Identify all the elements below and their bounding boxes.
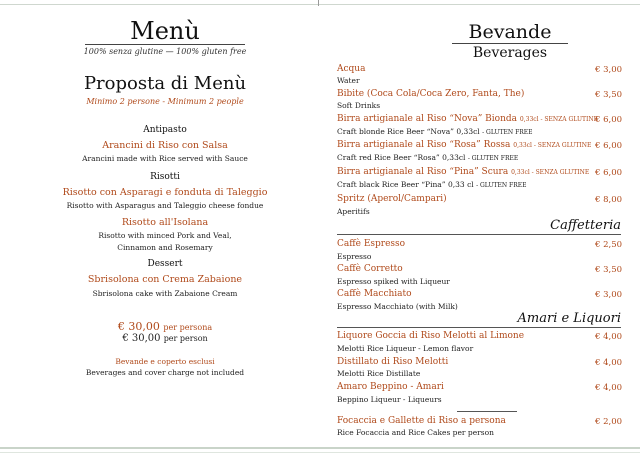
drink-rosa-it-name: Birra artigianale al Riso “Rosa” Rossa	[337, 140, 511, 150]
drink-bibite-en: Soft Drinks	[337, 101, 381, 110]
dish-sbrisolona-it: Sbrisolona con Crema Zabaione	[87, 274, 243, 285]
dish-sbrisolona-en: Sbrisolona cake with Zabaione Cream	[92, 289, 238, 298]
drink-rosa-en	[337, 153, 597, 162]
focaccia-divider	[457, 411, 517, 412]
menu-price-it	[40, 320, 290, 333]
drink-nova-en	[337, 127, 597, 136]
dish-risotto-asparagi-it: Risotto con Asparagi e fonduta di Taleggio	[62, 187, 268, 198]
drink-nova-it-size: 0,33cl - SENZA GLUTINE	[519, 116, 599, 123]
section-dessert: Dessert	[147, 259, 183, 269]
title-underline	[85, 44, 245, 45]
caffetteria-rule	[337, 234, 621, 235]
menu-title: Menù	[130, 17, 200, 45]
menu-price-it-value: € 30,00	[117, 320, 160, 333]
section-antipasto: Antipasto	[143, 125, 187, 135]
excluded-note-en: Beverages and cover charge not included	[85, 368, 245, 377]
drink-nova-en-name: Craft blonde Rice Beer “Nova” 0,33cl	[337, 127, 480, 136]
drink-rosa-en-gf: - GLUTEN FREE	[467, 155, 519, 162]
drink-nova-it-name: Birra artigianale al Riso “Nova” Bionda	[337, 114, 518, 124]
drink-pina-en	[337, 180, 597, 189]
proposta-title: Proposta di Menù	[83, 73, 247, 94]
liquor-distillato-price: € 4,00	[595, 358, 623, 368]
liquor-distillato-it: Distillato di Riso Melotti	[337, 357, 449, 367]
coffee-macchiato-price: € 3,00	[595, 290, 623, 300]
caffetteria-title: Caffetteria	[550, 218, 621, 233]
coffee-espresso-price: € 2,50	[595, 240, 623, 250]
dish-risotto-asparagi-en: Risotto with Asparagus and Taleggio cheese fondue	[66, 201, 264, 210]
menu-price-en-value: € 30,00	[122, 333, 161, 344]
drink-nova-price: € 6,00	[595, 115, 623, 125]
drink-acqua-en: Water	[337, 76, 360, 85]
dish-risotto-isolana-en-1: Risotto with minced Pork and Veal,	[98, 231, 232, 240]
amari-title: Amari e Liquori	[517, 311, 621, 326]
liquor-goccia-it: Liquore Goccia di Riso Melotti al Limone	[337, 331, 525, 341]
coffee-corretto-en: Espresso spiked with Liqueur	[337, 277, 450, 286]
drink-pina-en-gf: - GLUTEN FREE	[476, 182, 527, 189]
amari-rule	[337, 327, 621, 328]
focaccia-price: € 2,00	[595, 417, 623, 427]
drink-pina-it	[337, 167, 597, 177]
drink-rosa-it-size: 0,33cl - SENZA GLUTINE	[513, 142, 592, 149]
drink-rosa-price: € 6,00	[595, 141, 623, 151]
drink-pina-it-name: Birra artigianale al Riso “Pina” Scura	[337, 167, 509, 177]
drink-spritz-it: Spritz (Aperol/Campari)	[337, 194, 447, 204]
gluten-free-subtitle: 100% senza glutine — 100% gluten free	[83, 47, 247, 56]
bottom-border	[0, 447, 640, 449]
dish-arancini-en: Arancini made with Rice served with Sauce	[82, 154, 248, 163]
menu-price-en	[40, 333, 290, 344]
liquor-beppino-en: Beppino Liqueur - Liqueurs	[337, 395, 442, 404]
coffee-corretto-price: € 3,50	[595, 265, 623, 275]
menu-price-en-suffix: per person	[163, 334, 208, 343]
beverages-subtitle: Beverages	[472, 45, 548, 61]
drink-bibite-it: Bibite (Coca Cola/Coca Zero, Fanta, The)	[337, 89, 525, 99]
drink-pina-it-size: 0,33cl - SENZA GLUTINE	[511, 169, 590, 176]
excluded-note-it: Bevande e coperto esclusi	[115, 357, 215, 366]
drink-acqua-it: Acqua	[337, 64, 366, 74]
liquor-goccia-en: Melotti Rice Liqueur - Lemon flavor	[337, 344, 474, 353]
coffee-macchiato-en: Espresso Macchiato (with Milk)	[337, 302, 458, 311]
dish-arancini-it: Arancini di Riso con Salsa	[102, 140, 228, 151]
liquor-goccia-price: € 4,00	[595, 332, 623, 342]
coffee-macchiato-it: Caffè Macchiato	[337, 289, 412, 299]
dish-risotto-isolana-en-2: Cinnamon and Rosemary	[117, 243, 213, 252]
beverages-underline	[452, 43, 568, 44]
beverages-column	[320, 0, 640, 453]
coffee-corretto-it: Caffè Corretto	[337, 264, 403, 274]
drink-acqua-price: € 3,00	[595, 65, 623, 75]
drink-rosa-it	[337, 140, 597, 150]
drink-bibite-price: € 3,50	[595, 90, 623, 100]
minimum-people-note: Minimo 2 persone - Minimum 2 people	[86, 97, 244, 106]
focaccia-it: Focaccia e Gallette di Riso a persona	[337, 416, 506, 426]
drink-nova-en-gf: - GLUTEN FREE	[482, 129, 533, 136]
section-risotti: Risotti	[150, 172, 180, 182]
drink-rosa-en-name: Craft red Rice Beer “Rosa” 0,33cl	[337, 153, 466, 162]
drink-spritz-en: Aperitifs	[337, 207, 370, 216]
liquor-beppino-price: € 4,00	[595, 383, 623, 393]
dish-risotto-isolana-it: Risotto all'Isolana	[121, 217, 209, 228]
focaccia-en: Rice Focaccia and Rice Cakes per person	[337, 428, 494, 437]
drink-pina-price: € 6,00	[595, 168, 623, 178]
menu-price-it-suffix: per persona	[163, 323, 213, 332]
drink-spritz-price: € 8,00	[595, 195, 623, 205]
coffee-espresso-it: Caffè Espresso	[337, 239, 406, 249]
drink-nova-it	[337, 114, 597, 124]
liquor-beppino-it: Amaro Beppino - Amari	[337, 382, 444, 392]
beverages-title: Bevande	[468, 21, 552, 43]
drink-pina-en-name: Craft black Rice Beer “Pina” 0,33 cl	[337, 180, 474, 189]
liquor-distillato-en: Melotti Rice Distillate	[337, 369, 421, 378]
coffee-espresso-en: Espresso	[337, 252, 372, 261]
